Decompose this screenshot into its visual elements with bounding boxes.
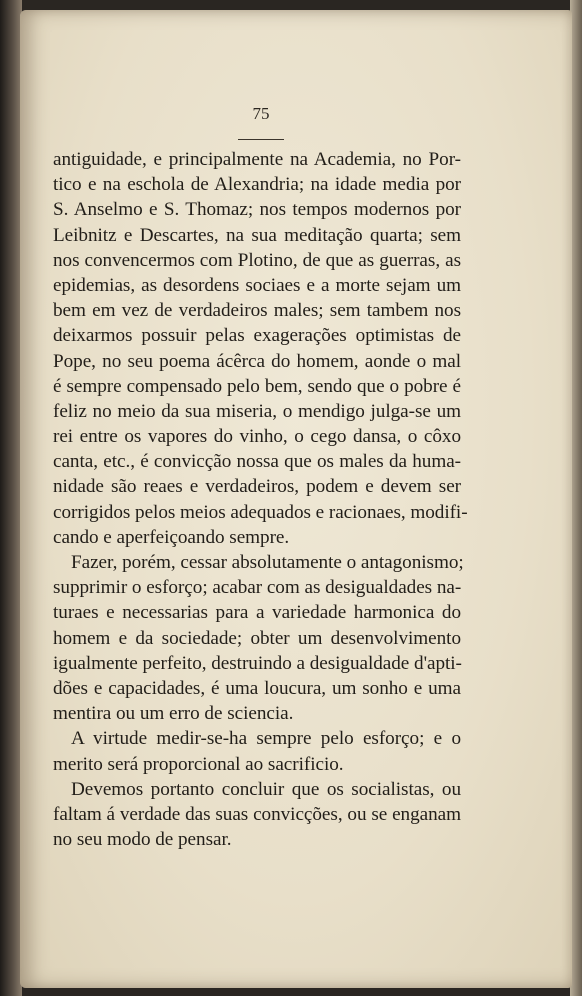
- text-line: rei entre os vapores do vinho, o cego dansa, o côxo: [53, 426, 461, 448]
- text-line: turaes e necessarias para a variedade harmonica do: [53, 602, 461, 624]
- text-line: nidade são reaes e verdadeiros, podem e devem ser: [53, 476, 461, 498]
- text-line: deixarmos possuir pelas exagerações optimistas de: [53, 325, 461, 347]
- page-number-rule: [238, 139, 284, 140]
- text-line: nos convencermos com Plotino, de que as guerras, as: [53, 249, 461, 271]
- text-line: mentira ou um erro de sciencia.: [53, 703, 294, 725]
- text-line: dões e capacidades, é uma loucura, um sonho e uma: [53, 677, 461, 699]
- page-number: 75: [252, 104, 270, 123]
- text-line: Pope, no seu poema ácêrca do homem, aonde o mal: [53, 350, 461, 372]
- text-line: canta, etc., é convicção nossa que os males da huma-: [53, 451, 461, 473]
- previous-page-edge: [0, 0, 22, 996]
- text-line: antiguidade, e principalmente na Academia, no Por-: [53, 149, 461, 170]
- body-text: [53, 147, 468, 852]
- text-line: bem em vez de verdadeiros males; sem tambem nos: [53, 300, 461, 322]
- text-line: no seu modo de pensar.: [53, 829, 232, 851]
- text-line: Leibnitz e Descartes, na sua meditação quarta; sem: [53, 224, 461, 246]
- text-line: A virtude medir-se-ha sempre pelo esforço; e o: [71, 728, 461, 750]
- text-line: é sempre compensado pelo bem, sendo que o pobre é: [53, 375, 461, 397]
- text-line: faltam á verdade das suas convicções, ou se enganam: [53, 803, 461, 825]
- text-line: tico e na eschola de Alexandria; na idade media por: [53, 174, 461, 196]
- text-line: homem e da sociedade; obter um desenvolvimento: [53, 627, 461, 649]
- text-line: supprimir o esforço; acabar com as desigualdades na-: [53, 577, 462, 599]
- text-line: epidemias, as desordens sociaes e a morte sejam um: [53, 274, 461, 296]
- text-line: merito será proporcional ao sacrificio.: [53, 753, 344, 775]
- text-line: S. Anselmo e S. Thomaz; nos tempos modernos por: [53, 199, 461, 221]
- text-line: igualmente perfeito, destruindo a desigualdade d'apti-: [53, 652, 462, 674]
- text-line: Devemos portanto concluir que os socialistas, ou: [71, 778, 461, 800]
- text-line: cando e aperfeiçoando sempre.: [53, 526, 290, 548]
- text-line: feliz no meio da sua miseria, o mendigo julga-se um: [53, 400, 461, 422]
- text-line: Fazer, porém, cessar absolutamente o antagonismo;: [71, 552, 464, 573]
- text-line: corrigidos pelos meios adequados e racionaes, modifi-: [53, 501, 468, 523]
